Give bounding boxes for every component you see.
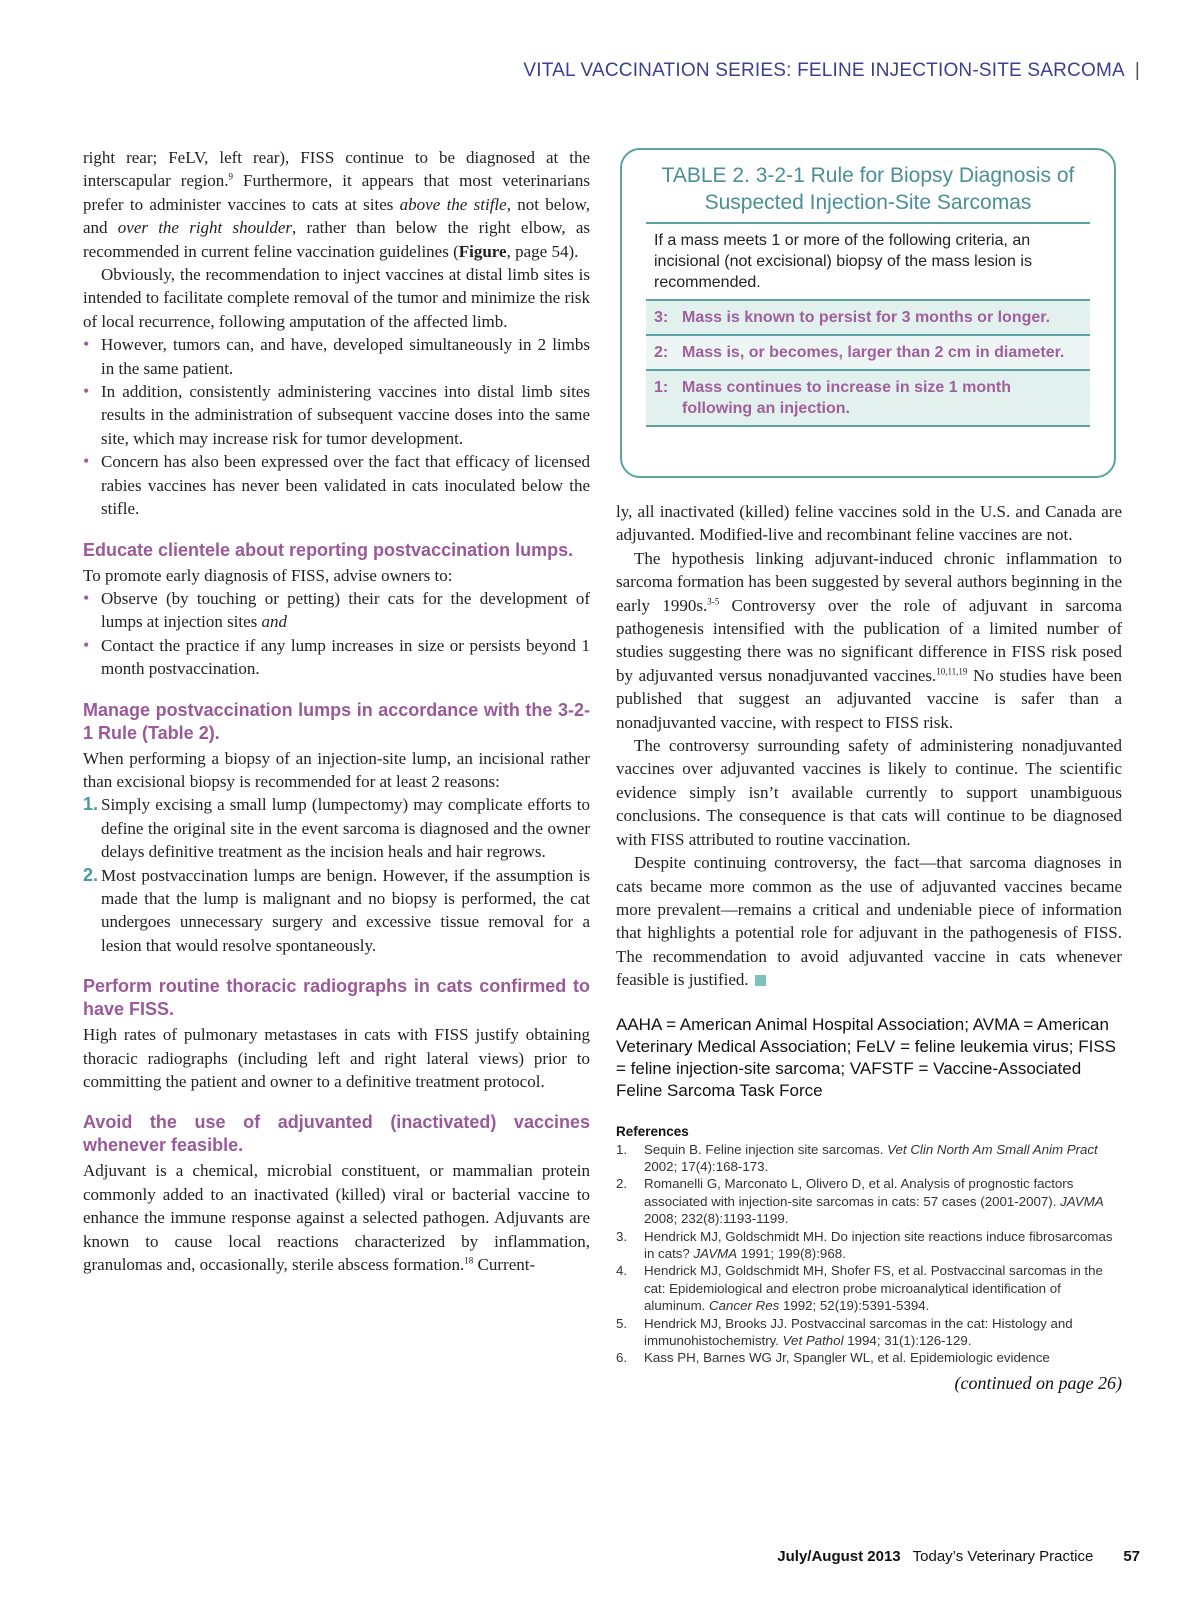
list-item: • Observe (by touching or petting) their cats for the development of lumps at injection sites and: [83, 587, 590, 634]
table-body: [646, 222, 1090, 427]
list-item: 1. Sequin B. Feline injection site sarcomas. Vet Clin North Am Small Anim Pract 2002; 17(4):168-173.: [616, 1141, 1098, 1174]
issue-date: July/August 2013: [777, 1548, 901, 1565]
list-item: 6. Kass PH, Barnes WG Jr, Spangler WL, et al. Epidemiologic evidence: [616, 1350, 1050, 1366]
table-bottom-rule: [646, 425, 1090, 427]
list-item: • Concern has also been expressed over the fact that efficacy of licensed rabies vaccines has never been validated in cats inoculated below the stifle.: [83, 450, 590, 520]
left-paragraph-4: When performing a biopsy of an injection-site lump, an incisional rather than excisional biopsy is recommended for at least 2 reasons:: [83, 748, 590, 791]
list-item: • Contact the practice if any lump increases in size or persists beyond 1 month postvaccination.: [83, 634, 590, 681]
list-item: • In addition, consistently administering vaccines into distal limb sites results in the administration of subsequent vaccine doses into the same site, which may increase risk for tumor development.: [83, 380, 590, 450]
publication-name: Today’s Veterinary Practice: [912, 1548, 1094, 1565]
left-paragraph-5: High rates of pulmonary metastases in cats with FISS justify obtaining thoracic radiographs (including left and right lateral views) prior to committing the patient and owner to a definitive treatment protocol.: [83, 1025, 590, 1091]
heading-educate-clientele: Educate clientele about reporting postvaccination lumps.: [83, 539, 574, 560]
right-paragraph-1: ly, all inactivated (killed) feline vaccines sold in the U.S. and Canada are adjuvanted. Modified-live and recombinant feline vaccines are not.: [616, 502, 1122, 545]
end-mark-icon: [755, 975, 766, 986]
table-row: 1: Mass continues to increase in size 1 month following an injection.: [646, 369, 1090, 425]
numbered-list: [83, 793, 590, 957]
table-intro: If a mass meets 1 or more of the following criteria, an incisional (not excisional) biopsy of the mass lesion is recommended.: [646, 222, 1090, 299]
references-list: [616, 1141, 1122, 1367]
abbreviations: AAHA = American Animal Hospital Association; AVMA = American Veterinary Medical Association; FeLV = feline leukemia virus; FISS = feline injection-site sarcoma; VAFSTF = Vaccine-Associated Feline Sarcoma Task Force: [616, 1014, 1116, 1100]
right-paragraph-2: The hypothesis linking adjuvant-induced chronic inflammation to sarcoma formation has been suggested by several authors beginning in the early 1990s.$^{3-5}$ Controversy over the role of adjuvant in sarcoma pathogenesis intensified with the publication of a limited number of studies suggesting there was no significant difference in FISS risk posed by adjuvanted versus nonadjuvanted vaccines.$^{10,11,19}$ No studies have been published that suggest an adjuvanted vaccine is safer than a nonadjuvanted vaccine, with respect to FISS risk.: [616, 548, 1123, 732]
left-paragraph-1: right rear; FeLV, left rear), FISS continue to be diagnosed at the interscapular region.$^9$ Furthermore, it appears that most veterinarians prefer to administer vaccines to cats at sites above the stifle, not below, and over the right shoulder, rather than below the right elbow, as recommended in current feline vaccination guidelines (Figure, page 54).: [83, 148, 590, 261]
list-item: 3. Hendrick MJ, Goldschmidt MH. Do injection site reactions induce fibrosarcomas in cats? JAVMA 1991; 199(8):968.: [616, 1228, 1113, 1261]
right-paragraph-3: The controversy surrounding safety of administering nonadjuvanted vaccines over adjuvanted vaccines is likely to continue. The scientific evidence simply isn’t available currently to support unambiguous conclusions. The consequence is that cats will continue to be diagnosed with FISS attributed to routine vaccination.: [616, 736, 1122, 849]
right-paragraph-4: Despite continuing controversy, the fact—that sarcoma diagnoses in cats became more common as the use of adjuvanted vaccines became more prevalent—remains a critical and undeniable piece of information that highlights a potential role for adjuvant in the pathogenesis of FISS. The recommendation to avoid adjuvanted vaccine in cats whenever feasible is justified.: [616, 853, 1122, 990]
running-head-title: VITAL VACCINATION SERIES: FELINE INJECTION-SITE SARCOMA: [523, 60, 1125, 81]
list-item: 2. Most postvaccination lumps are benign. However, if the assumption is made that the lump is malignant and no biopsy is performed, the cat undergoes unnecessary surgery and excessive tissue removal for a lesion that would resolve spontaneously.: [83, 864, 590, 955]
left-paragraph-6: Adjuvant is a chemical, microbial constituent, or mammalian protein commonly added to an inactivated (killed) viral or bacterial vaccine to enhance the immune response against a selected pathogen. Adjuvants are known to cause local reactions characterized by inflammation, granulomas and, occasionally, sterile abscess formation.$^{18}$ Current-: [83, 1161, 590, 1275]
page-number: 57: [1123, 1548, 1140, 1565]
bullet-list-2: [83, 587, 590, 681]
continued-note: (continued on page 26): [954, 1372, 1122, 1393]
list-item: 1. Simply excising a small lump (lumpectomy) may complicate efforts to define the original site in the event sarcoma is diagnosed and the owner delays definitive treatment as the incision heals and hair regrows.: [83, 794, 590, 862]
heading-thoracic-radiographs: Perform routine thoracic radiographs in cats confirmed to have FISS.: [83, 976, 590, 1020]
running-head: [523, 60, 1140, 82]
table-row: 2: Mass is, or becomes, larger than 2 cm in diameter.: [646, 334, 1090, 369]
table-title: TABLE 2. 3-2-1 Rule for Biopsy Diagnosis of Suspected Injection-Site Sarcomas: [661, 164, 1075, 214]
page-footer: [777, 1548, 1140, 1565]
left-paragraph-2: Obviously, the recommendation to inject vaccines at distal limb sites is intended to facilitate complete removal of the tumor and minimize the risk of local recurrence, following amputation of the affected limb.: [83, 265, 590, 331]
heading-manage-lumps: Manage postvaccination lumps in accordance with the 3-2-1 Rule (Table 2).: [83, 699, 590, 743]
table-2-box: [620, 148, 1116, 478]
references-title: References: [616, 1123, 689, 1139]
list-item: 5. Hendrick MJ, Brooks JJ. Postvaccinal sarcomas in the cat: Histology and immunohistochemistry. Vet Pathol 1994; 31(1):126-129.: [616, 1315, 1073, 1348]
list-item: 2. Romanelli G, Marconato L, Olivero D, et al. Analysis of prognostic factors associated with injection-site sarcomas in cats: 57 cases (2001-2007). JAVMA 2008; 232(8):1193-1199.: [616, 1176, 1104, 1227]
list-item: • However, tumors can, and have, developed simultaneously in 2 limbs in the same patient.: [83, 333, 590, 380]
right-column: [616, 500, 1122, 1394]
heading-avoid-adjuvanted: Avoid the use of adjuvanted (inactivated) vaccines whenever feasible.: [83, 1112, 590, 1156]
bullet-list-1: [83, 333, 590, 520]
left-column: [83, 146, 590, 1276]
running-head-bar: |: [1134, 60, 1140, 81]
list-item: 4. Hendrick MJ, Goldschmidt MH, Shofer FS, et al. Postvaccinal sarcomas in the cat: Epidemiological and electron probe microanalytical identification of aluminum. Cancer Res 1992; 52(19):5391-5394.: [616, 1263, 1103, 1314]
table-row: 3: Mass is known to persist for 3 months or longer.: [646, 299, 1090, 334]
left-paragraph-3: To promote early diagnosis of FISS, advise owners to:: [83, 565, 453, 585]
